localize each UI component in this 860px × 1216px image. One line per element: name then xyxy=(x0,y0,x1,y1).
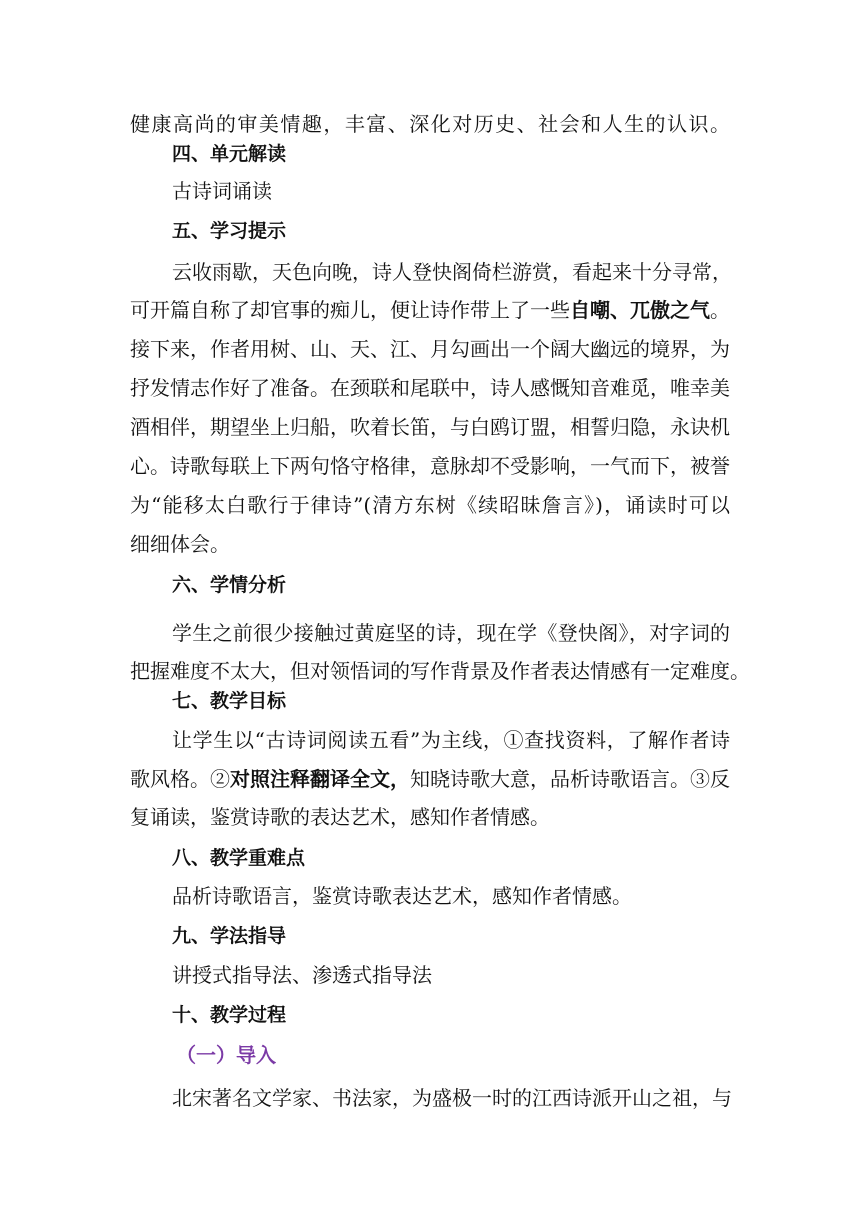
section-body-4: 古诗词诵读 xyxy=(172,179,272,203)
section-heading-7: 七、教学目标 xyxy=(172,690,287,712)
paragraph-line: 接下来，作者用树、山、天、江、月勾画出一个阔大幽远的境界，为 xyxy=(130,337,730,361)
paragraph-line: 细细体会。 xyxy=(130,532,230,556)
paragraph-line: 可开篇自称了却官事的痴儿，便让诗作带上了一些自嘲、兀傲之气。 xyxy=(130,298,730,322)
emphasis-text: 自嘲、兀傲之气 xyxy=(570,298,710,322)
emphasis-text: 对照注释翻译全文， xyxy=(230,767,410,791)
paragraph-line: 云收雨歇，天色向晚，诗人登快阁倚栏游赏，看起来十分寻常， xyxy=(172,260,732,284)
section-heading-9: 九、学法指导 xyxy=(172,925,287,947)
section-heading-8: 八、教学重难点 xyxy=(172,847,306,869)
paragraph-line: 心。诗歌每联上下两句恪守格律，意脉却不受影响，一气而下，被誉 xyxy=(130,454,730,478)
section-heading-4: 四、单元解读 xyxy=(172,143,287,165)
paragraph-line: 酒相伴，期望坐上归船，吹着长笛，与白鸥订盟，相誓归隐，永诀机 xyxy=(130,415,730,439)
paragraph-line: 歌风格。②对照注释翻译全文，知晓诗歌大意，品析诗歌语言。③反 xyxy=(130,767,730,791)
paragraph-line: 北宋著名文学家、书法家，为盛极一时的江西诗派开山之祖，与 xyxy=(172,1086,732,1110)
paragraph-line: 让学生以“古诗词阅读五看”为主线，①查找资料，了解作者诗 xyxy=(172,728,730,752)
paragraph-line: 把握难度不太大，但对领悟词的写作背景及作者表达情感有一定难度。 xyxy=(130,659,750,683)
section-heading-5: 五、学习提示 xyxy=(172,220,287,242)
section-heading-6: 六、学情分析 xyxy=(172,574,287,596)
paragraph-line: 抒发情志作好了准备。在颈联和尾联中，诗人感慨知音难觅，唯幸美 xyxy=(130,376,730,400)
section-body-8: 品析诗歌语言，鉴赏诗歌表达艺术，感知作者情感。 xyxy=(172,884,632,908)
subsection-heading: （一）导入 xyxy=(176,1043,276,1067)
paragraph-line: 为“能移太白歌行于律诗”(清方东树《续昭昧詹言》)，诵读时可以 xyxy=(130,493,730,517)
section-heading-10: 十、教学过程 xyxy=(172,1004,287,1026)
section-body-9: 讲授式指导法、渗透式指导法 xyxy=(172,963,432,987)
paragraph-line: 健康高尚的审美情趣，丰富、深化对历史、社会和人生的认识。 xyxy=(130,112,730,136)
paragraph-line: 复诵读，鉴赏诗歌的表达艺术，感知作者情感。 xyxy=(130,805,550,829)
paragraph-line: 学生之前很少接触过黄庭坚的诗，现在学《登快阁》，对字词的 xyxy=(172,621,730,645)
